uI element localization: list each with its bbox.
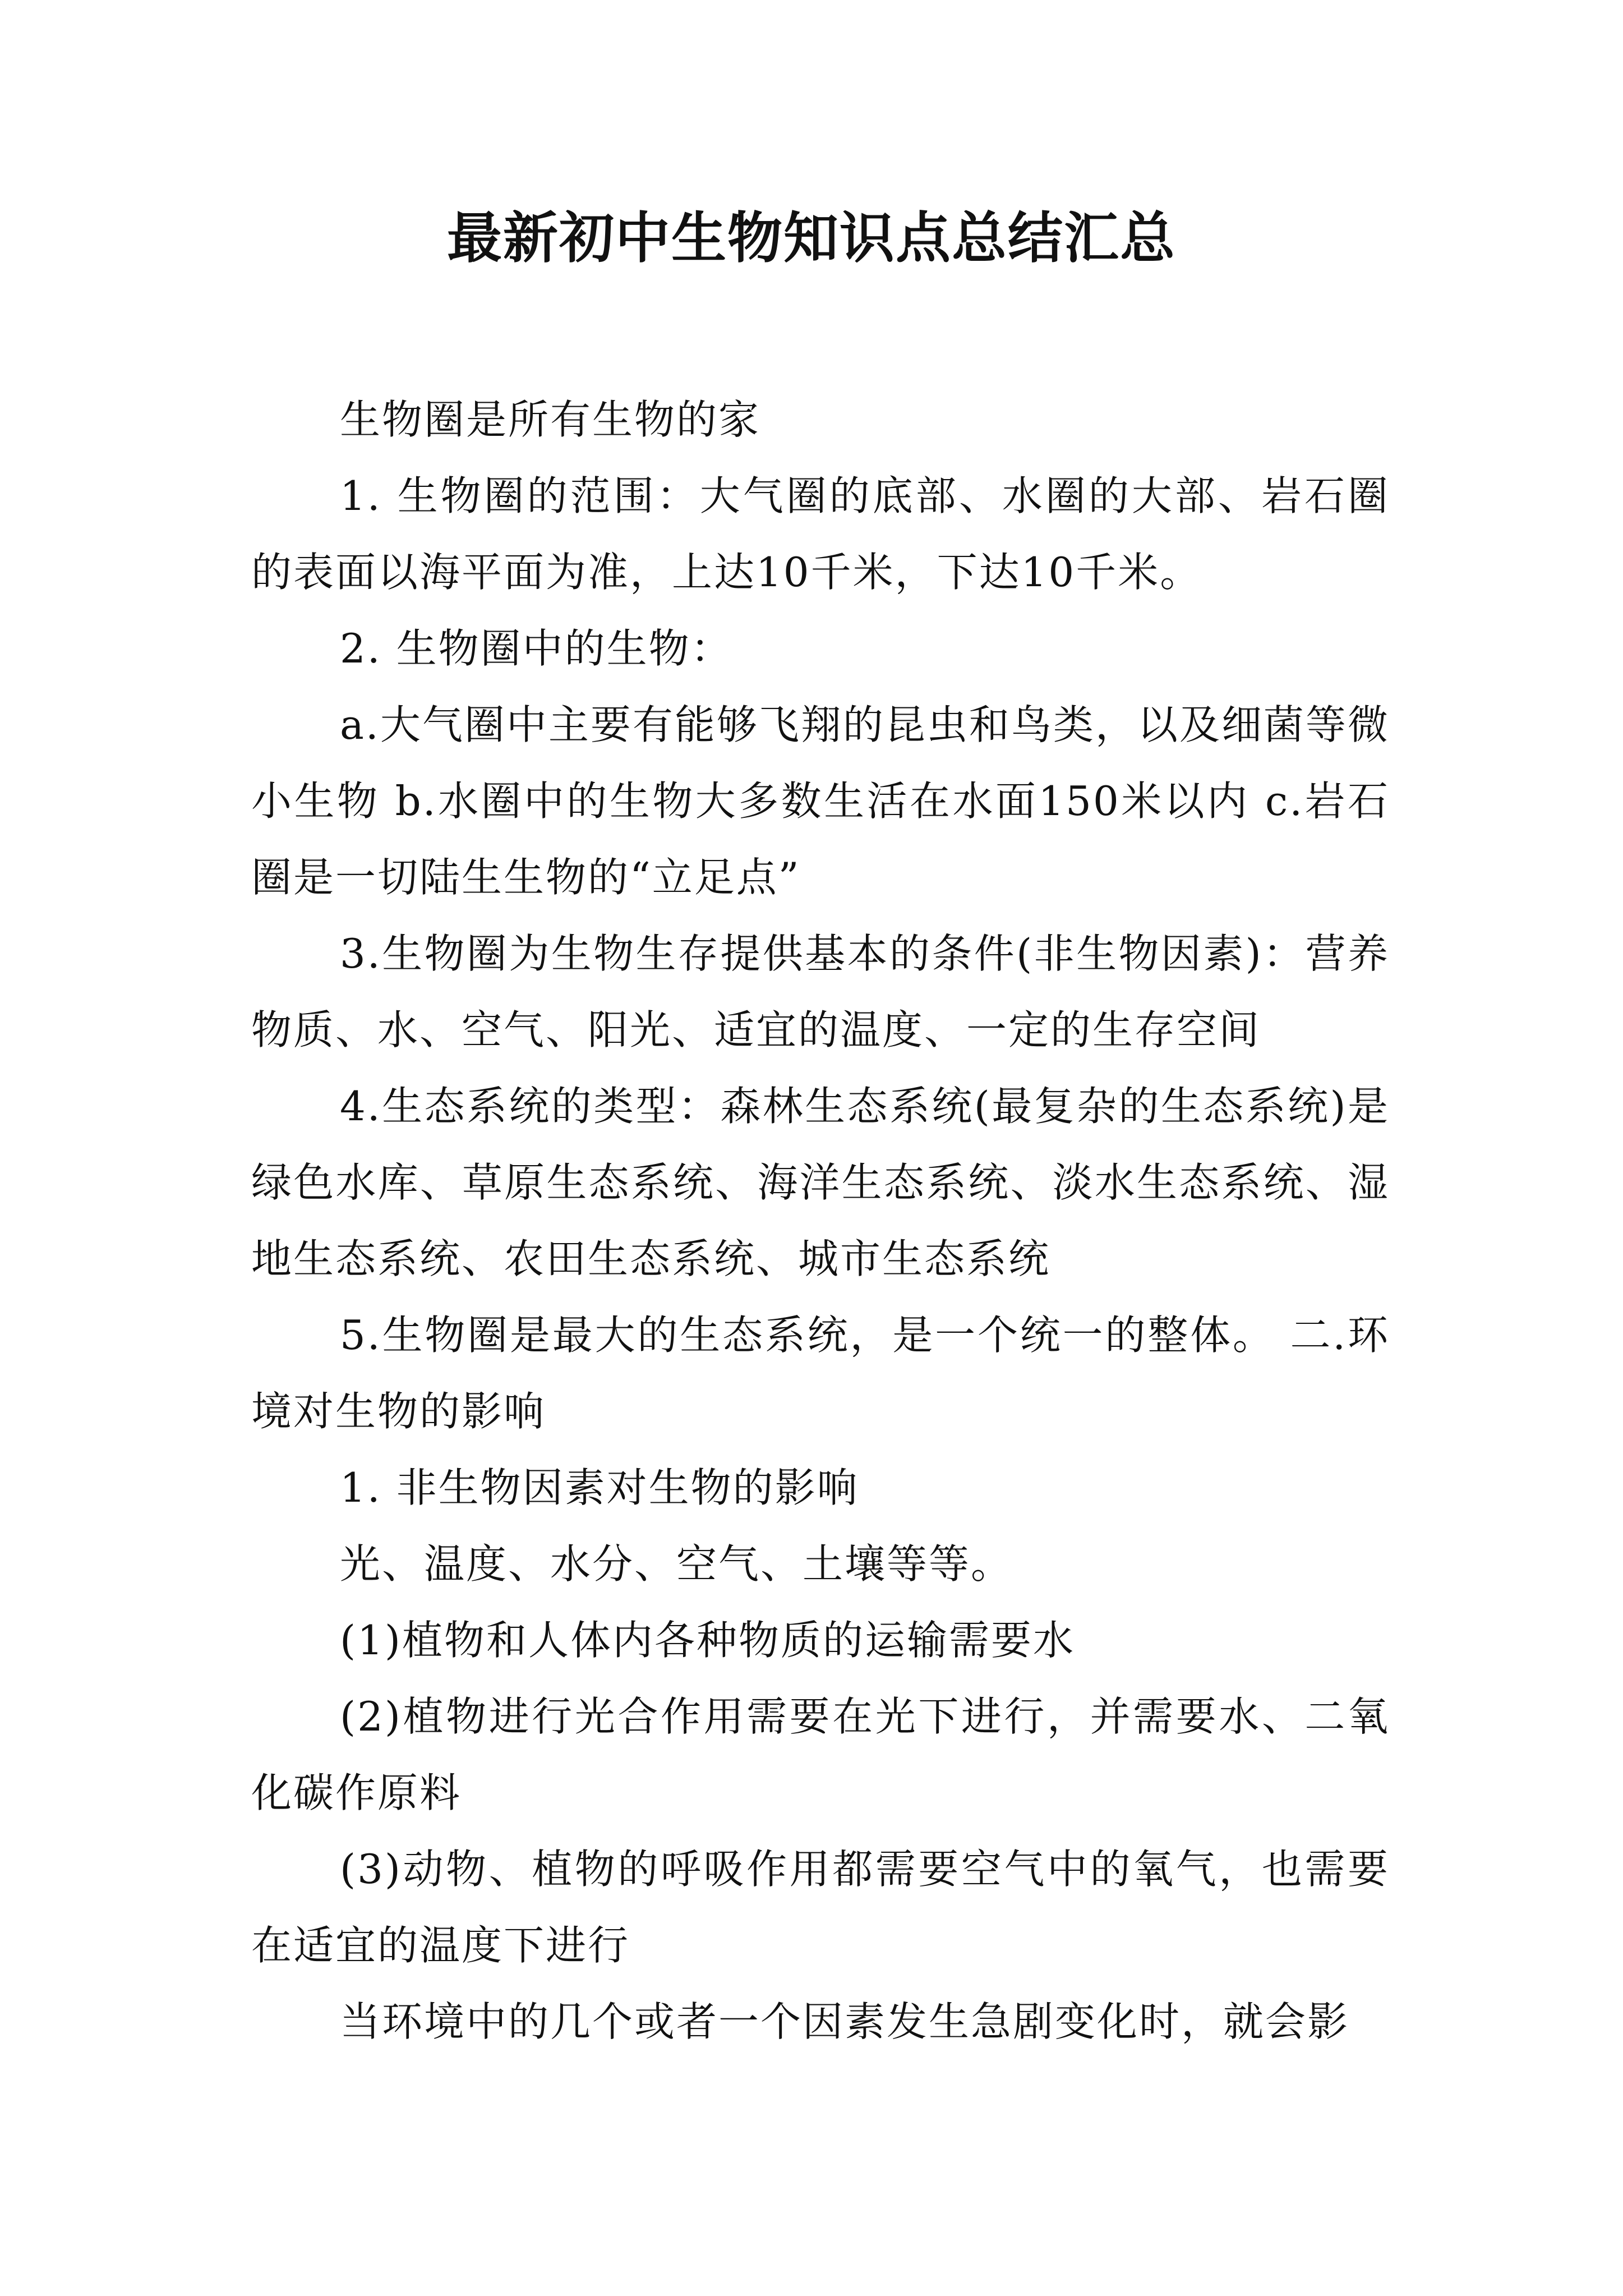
paragraph: 1. 生物圈的范围：大气圈的底部、水圈的大部、岩石圈的表面以海平面为准，上达10千米，下达10千米。 <box>251 472 1390 596</box>
document-body <box>251 381 1390 2060</box>
paragraph: 5.生物圈是最大的生态系统，是一个统一的整体。 二.环境对生物的影响 <box>251 1312 1390 1435</box>
paragraph: 4.生态系统的类型：森林生态系统(最复杂的生态系统)是绿色水库、草原生态系统、海洋生态系统、淡水生态系统、湿地生态系统、农田生态系统、城市生态系统 <box>251 1083 1390 1282</box>
paragraph: 生物圈是所有生物的家 <box>340 396 761 443</box>
paragraph: 3.生物圈为生物生存提供基本的条件(非生物因素)：营养物质、水、空气、阳光、适宜的温度、一定的生存空间 <box>251 930 1390 1053</box>
paragraph: 当环境中的几个或者一个因素发生急剧变化时，就会影 <box>340 1998 1350 2045</box>
paragraph: (1)植物和人体内各种物质的运输需要水 <box>340 1617 1075 1664</box>
paragraph: 1. 非生物因素对生物的影响 <box>340 1464 859 1511</box>
paragraph: 光、温度、水分、空气、土壤等等。 <box>340 1540 1013 1588</box>
paragraph: (2)植物进行光合作用需要在光下进行，并需要水、二氧化碳作原料 <box>251 1693 1390 1816</box>
paragraph: a.大气圈中主要有能够飞翔的昆虫和鸟类，以及细菌等微小生物 b.水圈中的生物大多数生活在水面150米以内 c.岩石圈是一切陆生生物的“立足点” <box>251 701 1390 901</box>
paragraph: 2. 生物圈中的生物： <box>340 625 733 672</box>
paragraph: (3)动物、植物的呼吸作用都需要空气中的氧气，也需要在适宜的温度下进行 <box>251 1846 1390 1969</box>
page-title: 最新初中生物知识点总结汇总 <box>446 206 1176 270</box>
